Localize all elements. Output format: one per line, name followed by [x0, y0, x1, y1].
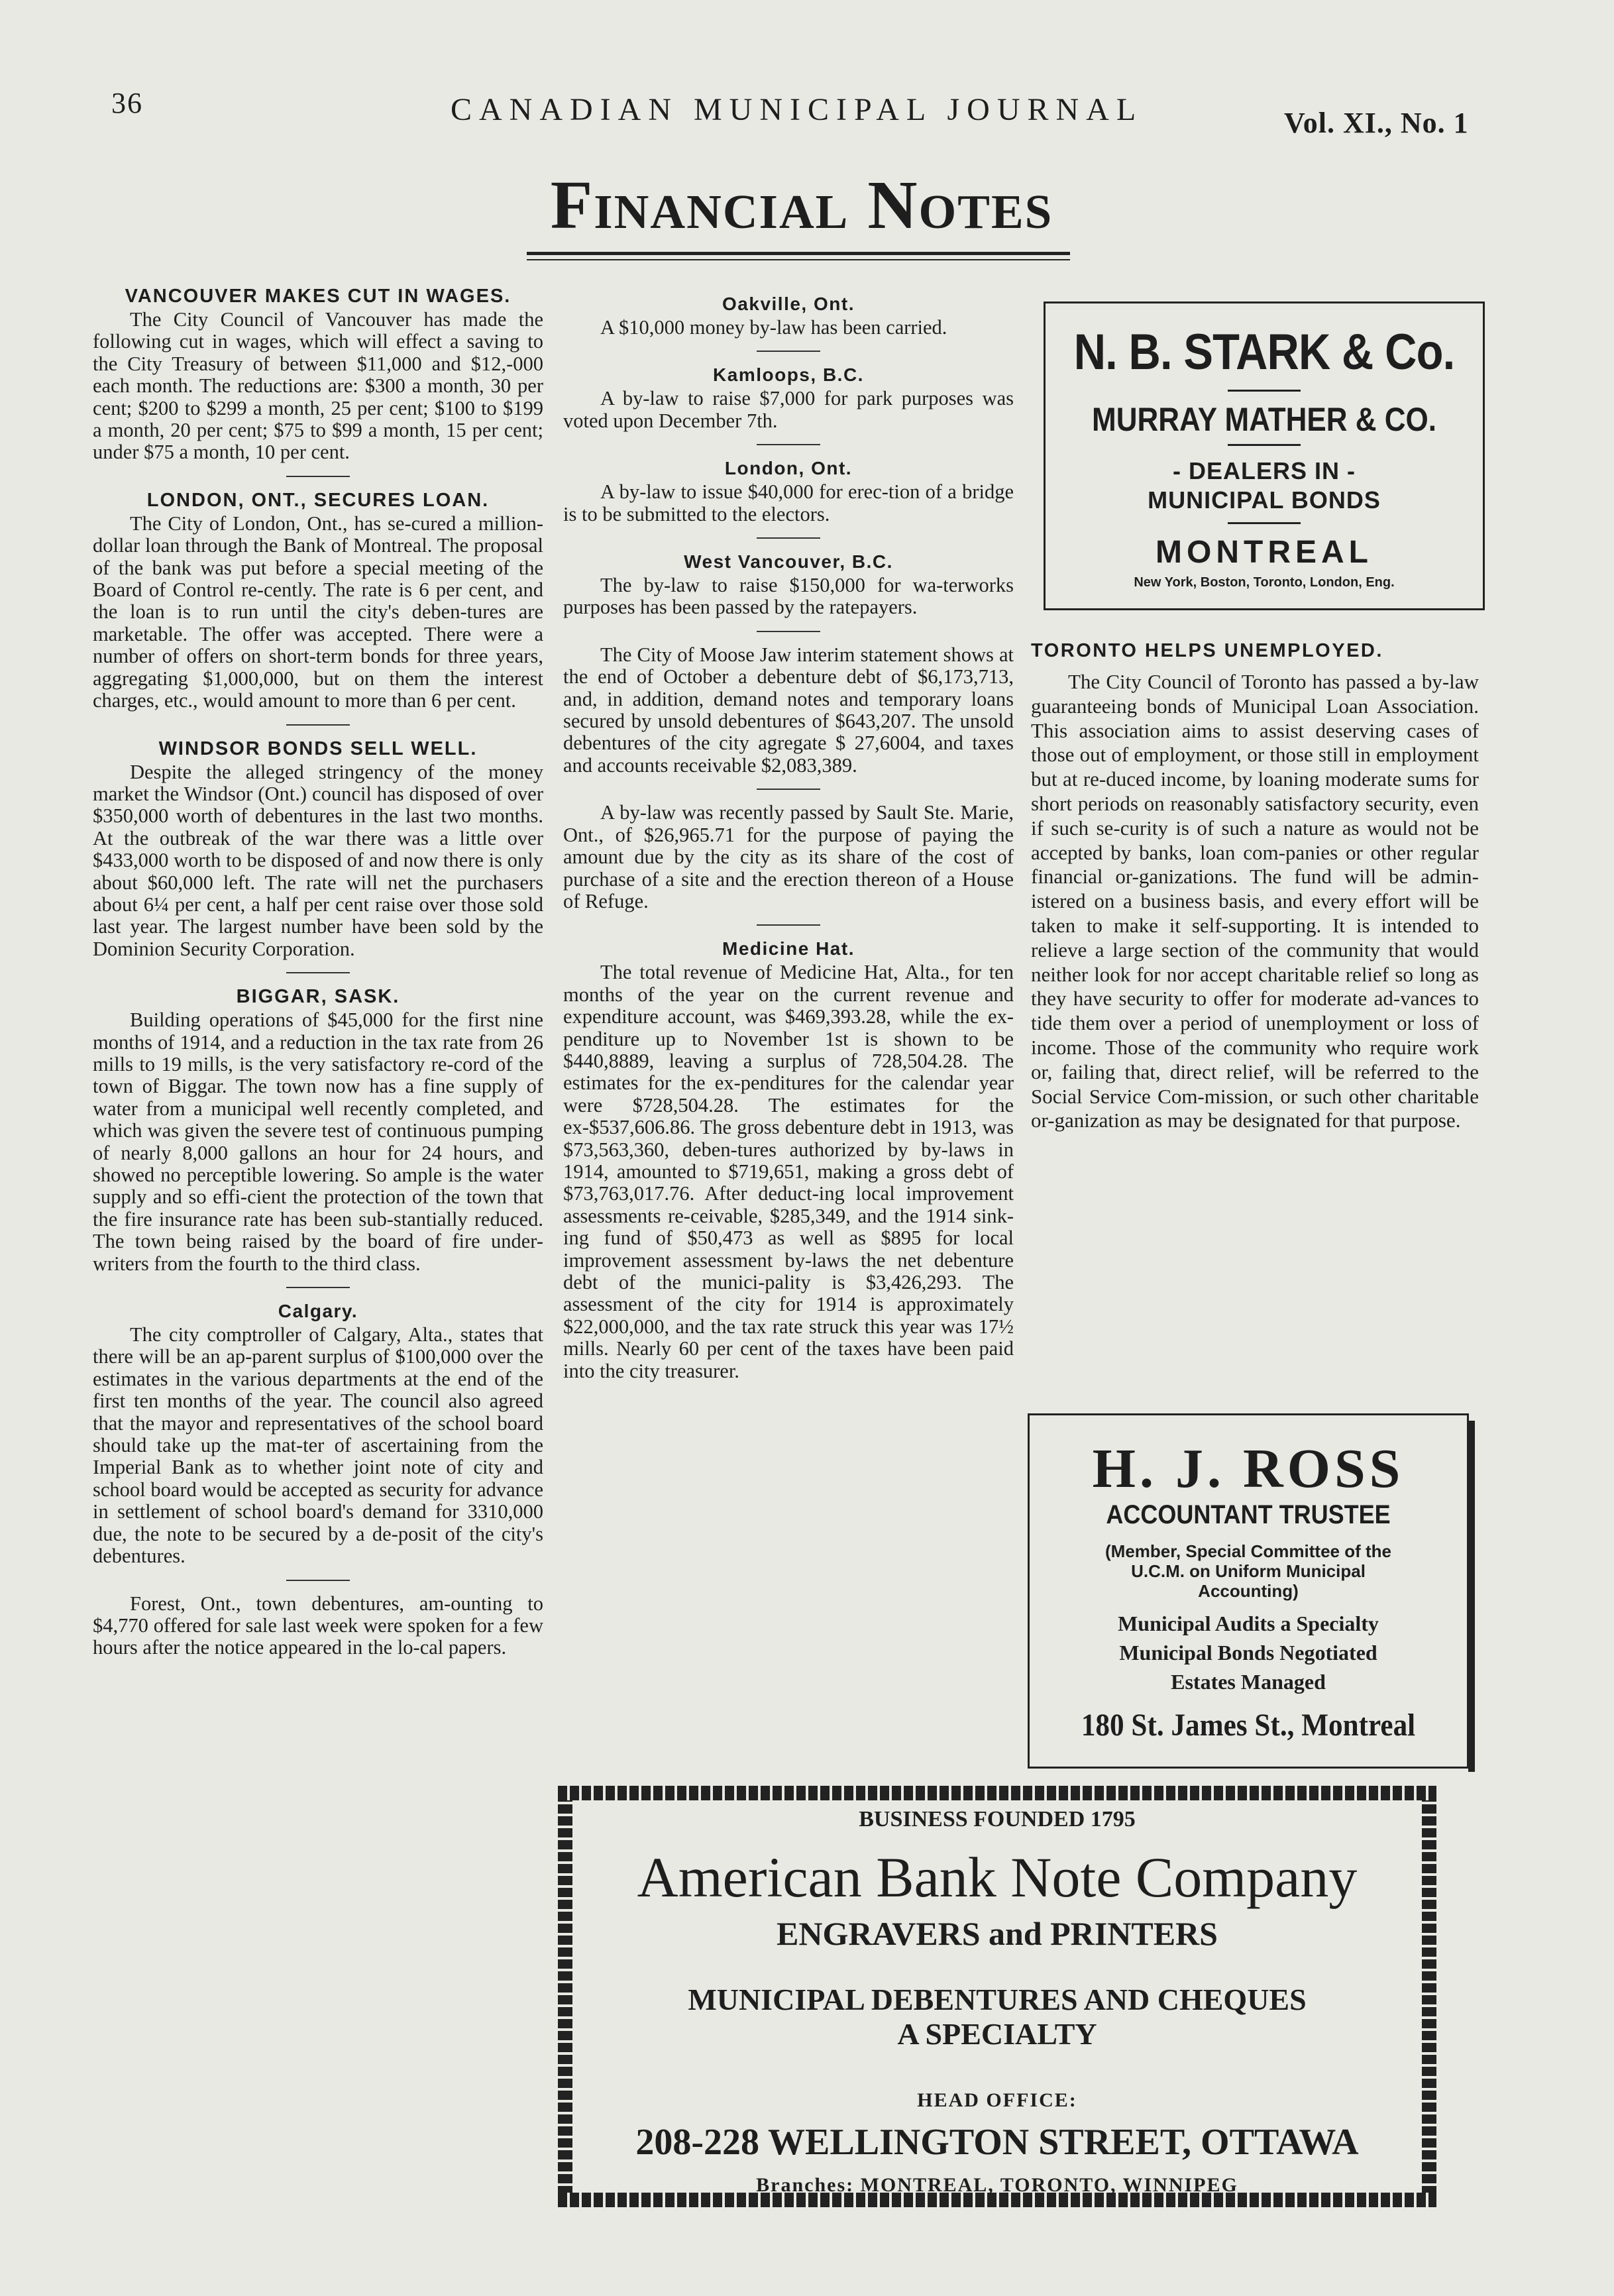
article-body: Despite the alleged stringency of the money market the Windsor (Ont.) council has disposed of over $350,000 worth of debentures in the last two months. At the outbreak of the war there was a little over $433,000 worth to be disposed of and now there is only about $60,000 left. The rate will net the purchasers about 6¼ per cent, a half per cent raise over those sold last year. The largest number have been sold by the Dominion Security Corporation. — [93, 760, 543, 960]
title-rule — [527, 252, 1070, 255]
article-heading: VANCOUVER MAKES CUT IN WAGES. — [125, 286, 511, 307]
article-heading: London, Ont. — [724, 458, 853, 479]
divider — [286, 476, 350, 477]
ad-abn-head-label: HEAD OFFICE: — [917, 2089, 1077, 2111]
ad-american-bank-note — [543, 1771, 1451, 2222]
article-body: The City Council of Vancouver has made the following cut in wages, which will effect a saving to the City Treasury of between $11,000 and $12,-000 each month. The reductions are: $300 a month, 30 per cent; $200 to $299 a month, 25 per cent; $100 to $199 a month, 20 per cent; $75 to $99 a month, 15 per cent; under $75 a month, 10 per cent. — [93, 308, 543, 464]
divider — [286, 724, 350, 726]
article-heading: West Vancouver, B.C. — [684, 551, 893, 573]
article-body: The by-law to raise $150,000 for wa-terworks purposes has been passed by the ratepayers. — [563, 574, 1014, 619]
title-rule-thin — [527, 259, 1070, 260]
ad-rule — [1228, 444, 1301, 446]
ad-stark-branches: New York, Boston, Toronto, London, Eng. — [1134, 575, 1395, 590]
ad-abn-sub: ENGRAVERS and PRINTERS — [777, 1915, 1218, 1952]
article-body: The City of Moose Jaw interim statement shows at the end of October a debenture debt of $6,173,713, and, in addition, demand notes and temporary loans secured by unsold debentures of $643,207. The unsold debentures of the city agregate $ 27,6004, and taxes and accounts receivable $2,083,389. — [563, 643, 1014, 777]
article-heading: WINDSOR BONDS SELL WELL. — [158, 738, 478, 759]
article-heading: Kamloops, B.C. — [713, 364, 864, 386]
journal-title: CANADIAN MUNICIPAL JOURNAL — [451, 92, 1144, 127]
article-body: Forest, Ont., town debentures, am-ounting to $4,770 offered for sale last week were spoken for a few hours after the notice appeared in the lo-cal papers. — [93, 1592, 543, 1659]
page-number: 36 — [111, 87, 143, 119]
ad-abn-address: 208-228 WELLINGTON STREET, OTTAWA — [635, 2122, 1359, 2163]
article-heading: TORONTO HELPS UNEMPLOYED. — [1031, 640, 1383, 661]
divider — [757, 789, 820, 790]
divider — [757, 537, 820, 539]
article-body: The City Council of Toronto has passed a by-law guaranteeing bonds of Municipal Loan Association. This association aims to assist deserving cases of those out of employment, or those still in employment but at re-duced income, by loaning moderate sums for short periods on reasonably satisfactory security, even if such se-curity is of such a nature as would not be accepted by banks, loan com-panies or other regular financial or-ganizations. The fund will be admin-istered on a business basis, and every effort will be taken to make it self-supporting. It is intended to relieve a large section of the community that would neither look for nor accept charitable relief so long as they have security to offer for moderate ad-vances to tide them over a period of unemployment or loss of income. Those of the community who require work or, failing that, direct relief, will be referred to the Social Service Com-mission, or such other charitable or-ganization as may be designated for that purpose. — [1031, 670, 1479, 1132]
article-heading: Calgary. — [278, 1301, 358, 1322]
article-heading: LONDON, ONT., SECURES LOAN. — [146, 489, 490, 511]
ad-rule — [1228, 522, 1301, 524]
ad-ross-service: Estates Managed — [1171, 1670, 1326, 1694]
article-body: The total revenue of Medicine Hat, Alta., for ten months of the year on the current revenue and expenditure account, was $469,393.28, while the ex-penditure up to November 1st is shown to be $440,8889, leaving a surplus of 728,504.28. The estimates for the ex-penditures for the calendar year were $728,504.28. The estimates for the ex-$537,606.86. The gross debenture debt in 1913, was $73,563,360, deben-tures authorized by by-laws in 1914, amounted to $719,651, making a gross debt of $73,763,017.76. After deduct-ing local improvement assessments re-ceivable, $285,349, and the 1914 sink-ing fund of $50,473 as well as $895 for local improvement assessment by-laws the net debenture debt of the munici-pality is $3,426,293. The assessment of the city for 1914 is approximately $22,000,000, and the tax rate struck this year was 17½ mills. Nearly 60 per cent of the taxes have been paid into the city treasurer. — [563, 961, 1014, 1382]
ad-ross-member: Accounting) — [1198, 1581, 1299, 1601]
ad-abn-name: American Bank Note Company — [637, 1845, 1358, 1909]
ad-stark-name2: MURRAY MATHER & CO. — [1092, 401, 1436, 438]
ad-ross-address: 180 St. James St., Montreal — [1081, 1708, 1416, 1743]
ad-stark — [1044, 301, 1485, 610]
issue-number: Vol. XI., No. 1 — [1284, 107, 1469, 139]
ad-stark-dealers: - DEALERS IN - — [1172, 457, 1356, 484]
article-heading: BIGGAR, SASK. — [236, 986, 400, 1008]
divider — [286, 1287, 350, 1288]
ad-ross-member: (Member, Special Committee of the — [1105, 1541, 1391, 1561]
ad-ross-service: Municipal Bonds Negotiated — [1119, 1641, 1377, 1665]
page-title: Financial Notes — [550, 167, 1053, 243]
article-body: Building operations of $45,000 for the first nine months of 1914, and a reduction in the tax rate from 26 mills to 19 mills, is the very satisfactory re-cord of the town of Biggar. The town now has a fine supply of water from a municipal well recently completed, and which was given the severe test of continuous pumping of nearly 8,000 gallons an hour for 24 hours, and showed no perceptible lowering. So ample is the water supply and so effi-cient the protection of the town that the fire insurance rate has been sub-stantially reduced. The town being raised by the board of fire under-writers from the fourth to the third class. — [93, 1009, 543, 1275]
divider — [286, 1580, 350, 1581]
article-body: The City of London, Ont., has se-cured a million-dollar loan through the Bank of Montreal. The proposal of the bank was put before a special meeting of the Board of Control re-cently. The rate is 6 per cent, and the loan is to run until the city's deben-tures are marketable. The offer was accepted. There were a number of offers on short-term bonds for three years, aggregating $1,000,000, but on them the interest charges, etc., would amount to more than 6 per cent. — [93, 512, 543, 712]
ad-ross-member: U.C.M. on Uniform Municipal — [1131, 1561, 1366, 1581]
article-heading: Oakville, Ont. — [722, 294, 855, 314]
ad-ross-service: Municipal Audits a Specialty — [1118, 1612, 1379, 1635]
divider — [757, 351, 820, 352]
ad-ross — [1028, 1413, 1469, 1769]
divider — [757, 631, 820, 632]
article-heading: Medicine Hat. — [722, 938, 855, 959]
article-body: A by-law to raise $7,000 for park purposes was voted upon December 7th. — [563, 387, 1014, 432]
ad-abn-spec1: MUNICIPAL DEBENTURES AND CHEQUES — [688, 1983, 1307, 2016]
ad-ross-name: H. J. ROSS — [1092, 1438, 1405, 1500]
ad-abn-spec2: A SPECIALTY — [897, 2017, 1097, 2051]
article-body: A by-law was recently passed by Sault Ste. Marie, Ont., of $26,965.71 for the purpose of paying the amount due by the city as its share of the cost of purchase of a site and the erection thereon of a House of Refuge. — [563, 801, 1014, 912]
article-body: A by-law to issue $40,000 for erec-tion of a bridge is to be submitted to the electors. — [563, 480, 1014, 525]
divider — [757, 924, 820, 926]
ad-abn-founded: BUSINESS FOUNDED 1795 — [859, 1807, 1136, 1831]
ad-ross-title: ACCOUNTANT TRUSTEE — [1106, 1500, 1391, 1529]
column-right — [1031, 639, 1479, 1133]
column-middle — [563, 293, 1014, 1382]
ad-stark-city: MONTREAL — [1156, 535, 1373, 570]
article-body: The city comptroller of Calgary, Alta., states that there will be an ap-parent surplus of $100,000 over the estimates in the various departments at the end of the first ten months of the year. The council also agreed that the mayor and representatives of the school board should take up the mat-ter of ascertaining from the Imperial Bank as to whether joint note of city and school board would be accepted as security for advance in settlement of school board's demand for 3310,000 due, the note to be secured by a de-posit of the city's debentures. — [93, 1323, 543, 1568]
ad-stark-bonds: MUNICIPAL BONDS — [1148, 486, 1381, 514]
article-body: A $10,000 money by-law has been carried. — [600, 316, 947, 339]
ad-rule — [1228, 390, 1301, 392]
ad-shadow — [1468, 1421, 1475, 1772]
ad-abn-branches: Branches: MONTREAL, TORONTO, WINNIPEG — [756, 2174, 1238, 2196]
column-left — [93, 285, 543, 1659]
ad-stark-name: N. B. STARK & Co. — [1073, 324, 1455, 380]
divider — [286, 972, 350, 973]
divider — [757, 444, 820, 445]
